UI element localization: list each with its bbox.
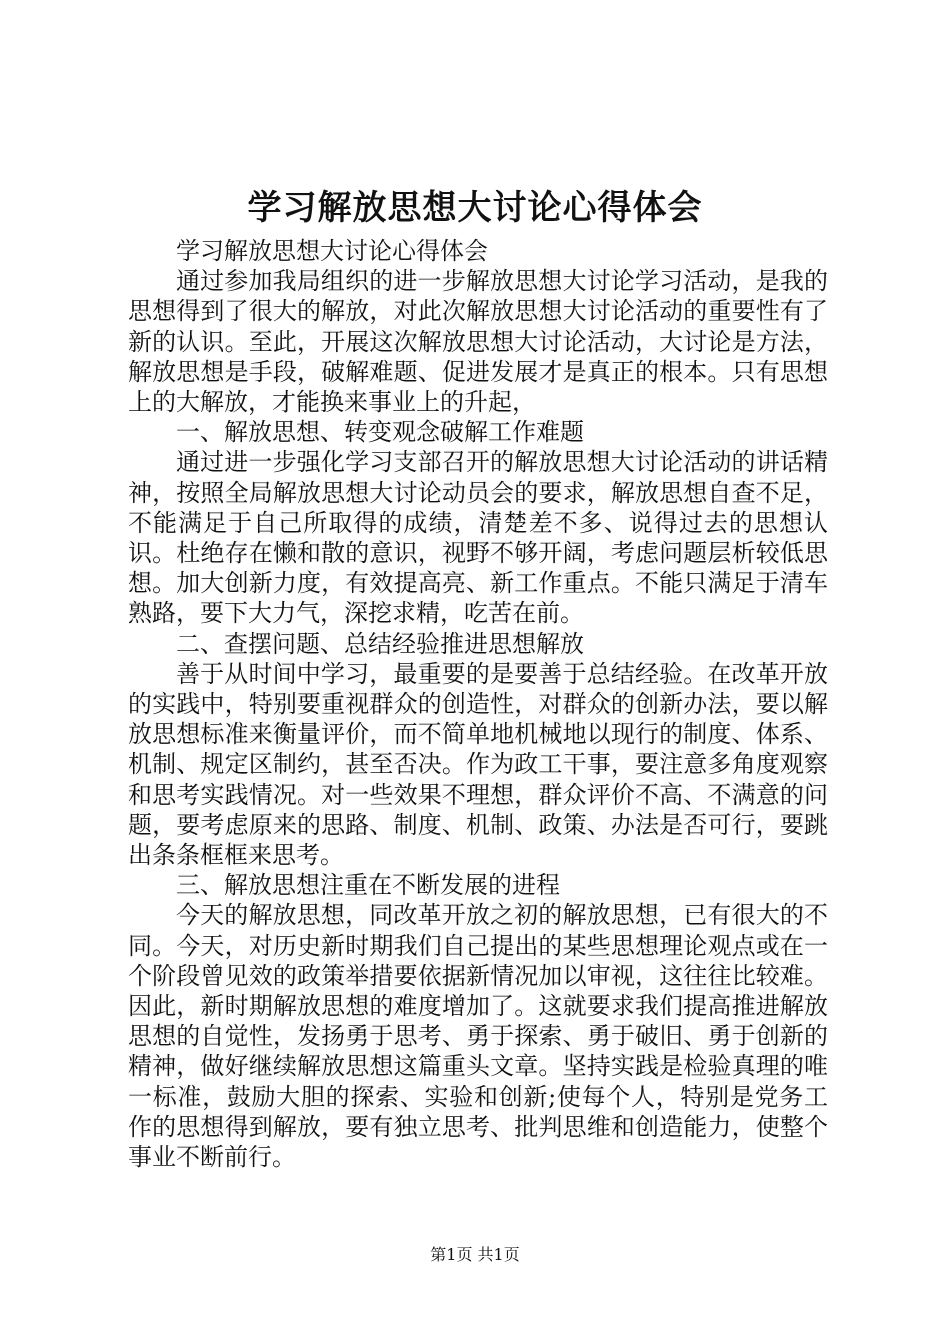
document-title: 学习解放思想大讨论心得体会 — [247, 188, 703, 228]
paragraph-section-3: 今天的解放思想，同改革开放之初的解放思想，已有很大的不同。今天，对历史新时期我们自己提出的某些思想理论观点或在一个阶段曾见效的政策举措要依据新情况加以审视，这往往比较难。因此，新时期解放思想的难度增加了。这就要求我们提高推进解放思想的自觉性，发扬勇于思考、勇于探索、勇于破旧、勇于创新的精神，做好继续解放思想这篇重头文章。坚持实践是检验真理的唯一标准，鼓励大胆的探索、实验和创新;使每个人，特别是党务工作的思想得到解放，要有独立思考、批判思维和创造能力，使整个事业不断前行。 — [128, 901, 828, 1172]
paragraph-intro: 通过参加我局组织的进一步解放思想大讨论学习活动，是我的思想得到了很大的解放，对此次解放思想大讨论活动的重要性有了新的认识。至此，开展这次解放思想大讨论活动，大讨论是方法，解放思想是手段，破解难题、促进发展才是真正的根本。只有思想上的大解放，才能换来事业上的升起， — [128, 267, 828, 417]
paragraph-section-1: 通过进一步强化学习支部召开的解放思想大讨论活动的讲话精神，按照全局解放思想大讨论动员会的要求，解放思想自查不足，不能满足于自己所取得的成绩，清楚差不多、说得过去的思想认识。杜绝存在懒和散的意识，视野不够开阔，考虑问题层析较低思想。加大创新力度，有效提高亮、新工作重点。不能只满足于清车熟路，要下大力气，深挖求精，吃苦在前。 — [128, 448, 828, 628]
section-heading-1: 一、解放思想、转变观念破解工作难题 — [176, 418, 584, 447]
paragraph-subtitle: 学习解放思想大讨论心得体会 — [176, 237, 488, 265]
page-footer: 第1页 共1页 — [430, 1245, 520, 1264]
section-heading-2: 二、查摆问题、总结经验推进思想解放 — [176, 629, 584, 658]
document-body — [128, 236, 828, 1172]
paragraph-section-2: 善于从时间中学习，最重要的是要善于总结经验。在改革开放的实践中，特别要重视群众的创造性，对群众的创新办法，要以解放思想标准来衡量评价，而不简单地机械地以现行的制度、体系、机制、规定区制约，甚至否决。作为政工干事，要注意多角度观察和思考实践情况。对一些效果不理想，群众评价不高、不满意的问题，要考虑原来的思路、制度、机制、政策、办法是否可行，要跳出条条框框来思考。 — [128, 659, 828, 870]
section-heading-3: 三、解放思想注重在不断发展的进程 — [176, 871, 560, 900]
